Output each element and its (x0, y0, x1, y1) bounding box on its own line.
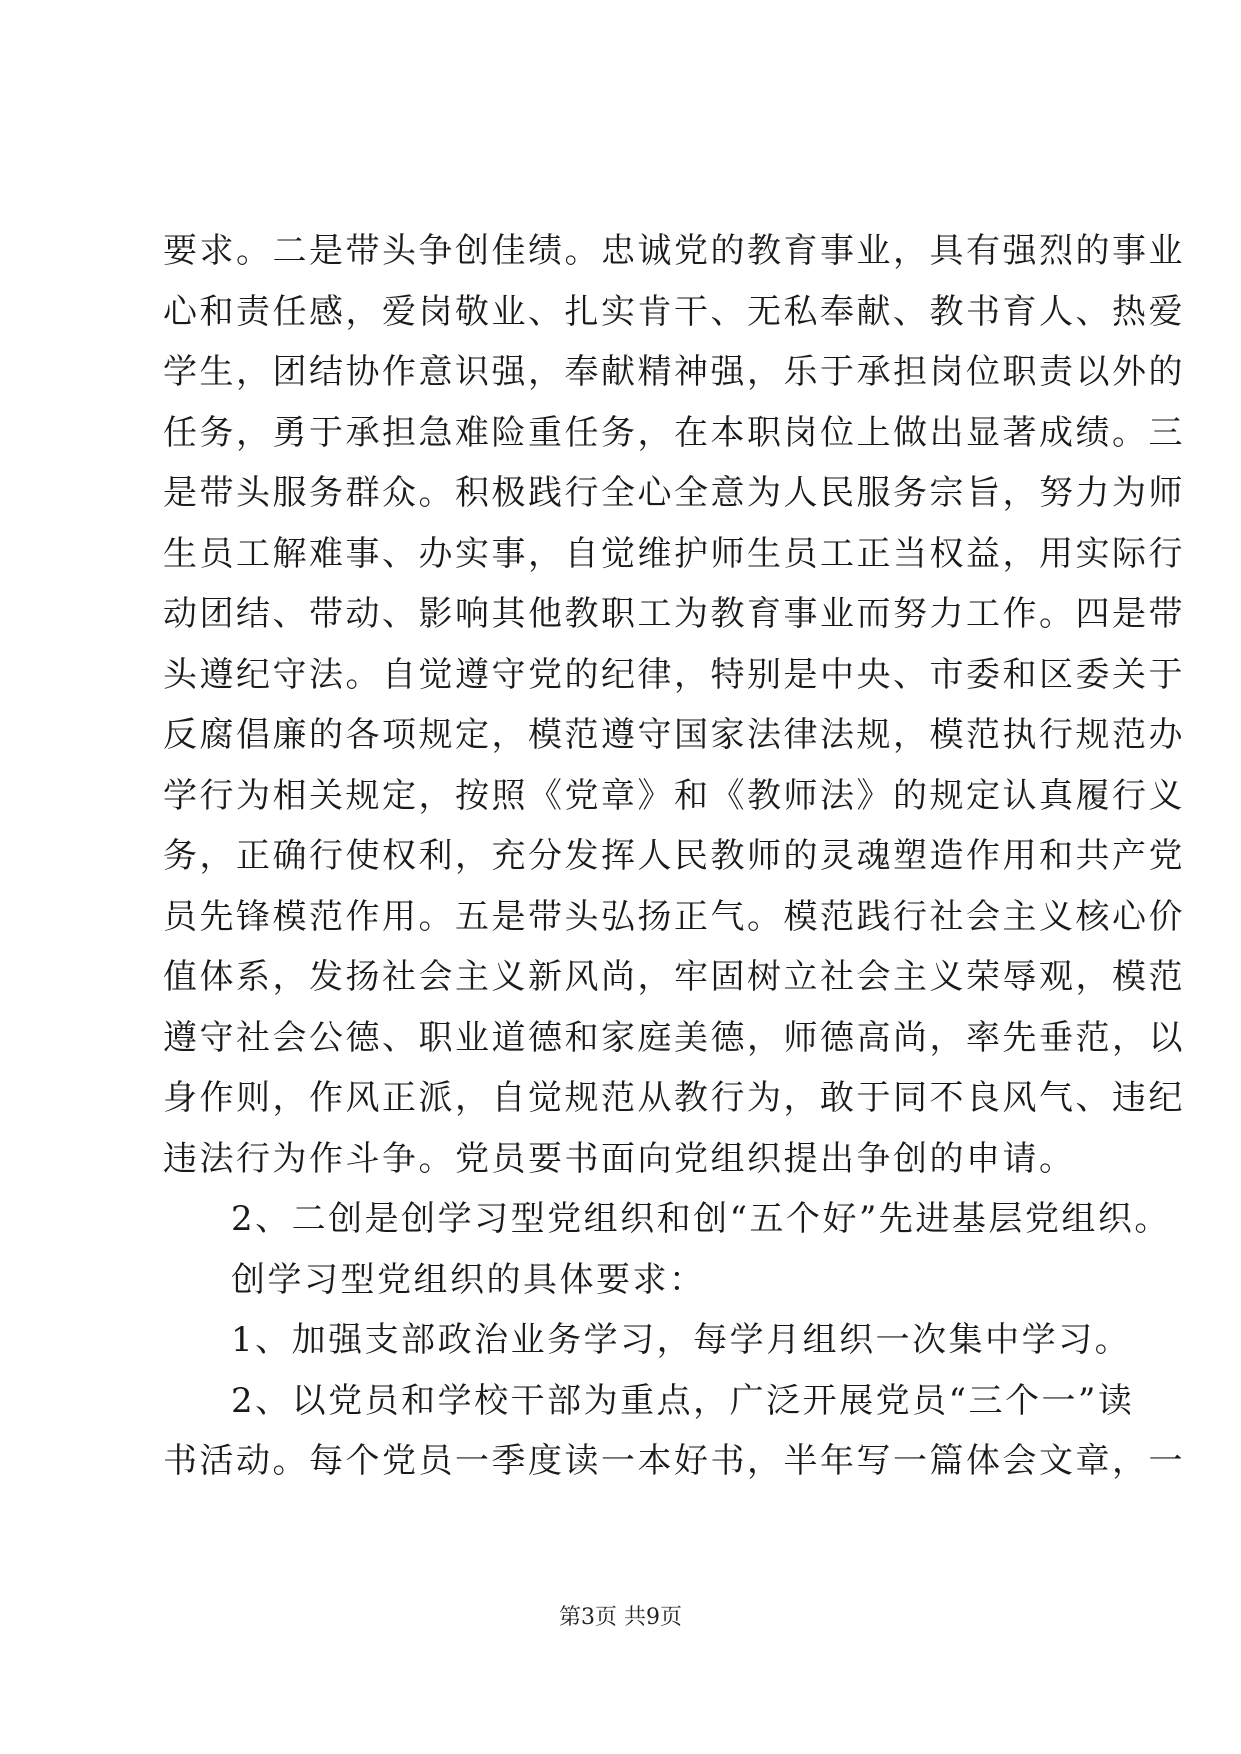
paragraph-line: 创学习型党组织的具体要求： (231, 1259, 706, 1300)
paragraph-line: 心和责任感，爱岗敬业、扎实肯干、无私奉献、教书育人、热爱 (163, 291, 1185, 332)
paragraph-line: 2、以党员和学校干部为重点，广泛开展党员“三个一”读 (231, 1380, 1135, 1421)
paragraph-line: 学行为相关规定，按照《党章》和《教师法》的规定认真履行义 (163, 775, 1185, 816)
paragraph-line: 学生，团结协作意识强，奉献精神强，乐于承担岗位职责以外的 (163, 352, 1185, 392)
paragraph-line: 反腐倡廉的各项规定，模范遵守国家法律法规，模范执行规范办 (163, 715, 1185, 755)
paragraph-line: 要求。二是带头争创佳绩。忠诚党的教育事业，具有强烈的事业 (163, 231, 1185, 271)
paragraph-line: 任务，勇于承担急难险重任务，在本职岗位上做出显著成绩。三 (163, 412, 1185, 453)
paragraph-line: 2、二创是创学习型党组织和创“五个好”先进基层党组织。 (231, 1199, 1171, 1239)
paragraph-line: 书活动。每个党员一季度读一本好书，半年写一篇体会文章，一 (163, 1441, 1185, 1481)
paragraph-line: 值体系，发扬社会主义新风尚，牢固树立社会主义荣辱观，模范 (163, 957, 1185, 997)
page-footer: 第3页 共9页 (559, 1605, 682, 1630)
paragraph-line: 遵守社会公德、职业道德和家庭美德，师德高尚，率先垂范，以 (163, 1017, 1185, 1058)
paragraph-line: 1、加强支部政治业务学习，每学月组织一次集中学习。 (231, 1320, 1132, 1360)
paragraph-line: 务，正确行使权利，充分发挥人民教师的灵魂塑造作用和共产党 (163, 836, 1185, 876)
paragraph-line: 员先锋模范作用。五是带头弘扬正气。模范践行社会主义核心价 (163, 896, 1185, 937)
paragraph-line: 头遵纪守法。自觉遵守党的纪律，特别是中央、市委和区委关于 (163, 654, 1185, 695)
paragraph-line: 违法行为作斗争。党员要书面向党组织提出争创的申请。 (163, 1138, 1076, 1179)
paragraph-line: 动团结、带动、影响其他教职工为教育事业而努力工作。四是带 (163, 594, 1185, 634)
paragraph-line: 生员工解难事、办实事，自觉维护师生员工正当权益，用实际行 (163, 533, 1185, 574)
paragraph-line: 身作则，作风正派，自觉规范从教行为，敢于同不良风气、违纪 (163, 1078, 1185, 1118)
paragraph-line: 是带头服务群众。积极践行全心全意为人民服务宗旨，努力为师 (163, 473, 1185, 513)
